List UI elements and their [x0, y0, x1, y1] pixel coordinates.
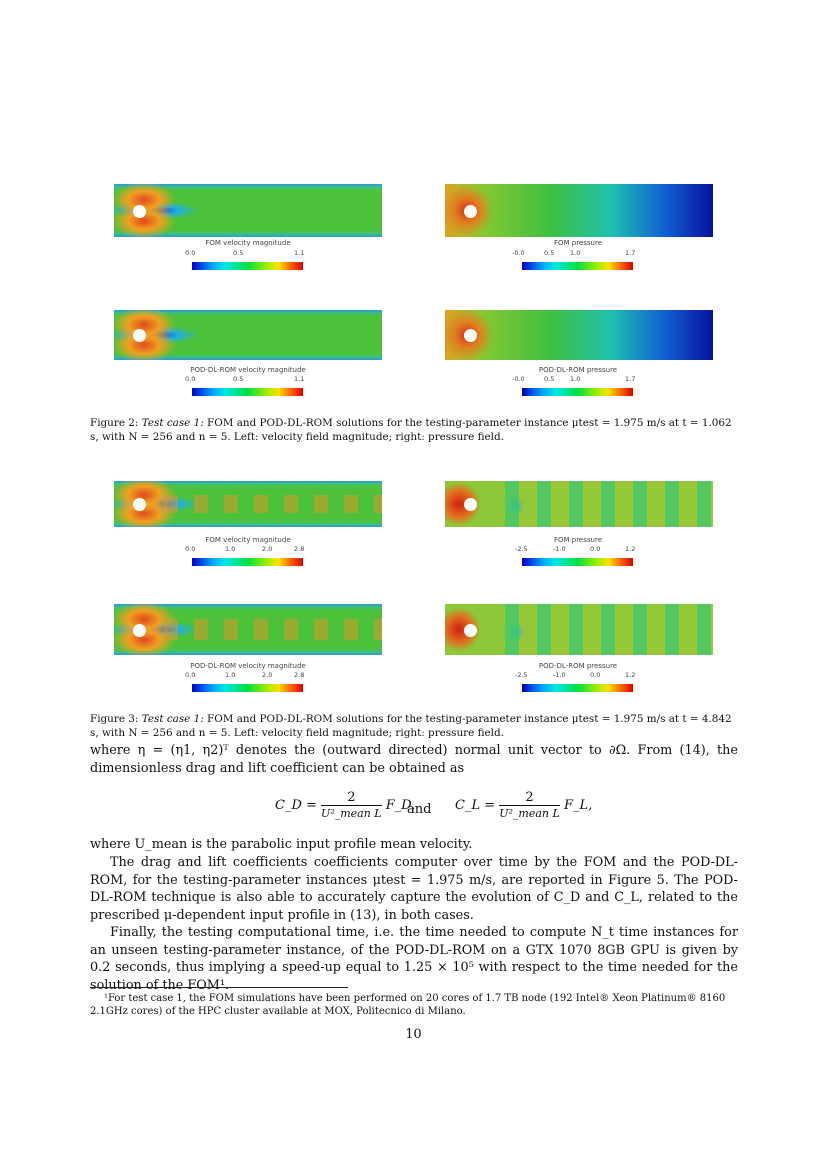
- colorbar-title: FOM velocity magnitude: [205, 239, 291, 247]
- eq-fd: F_D,: [385, 798, 416, 813]
- footnote: ¹For test case 1, the FOM simulations have been performed on 20 cores of 1.7 TB node (192 Intel® Xeon Platinum® 8160 2.1GHz cores) of the HPC cluster available at MOX, Politecnico di Milano.: [90, 993, 726, 1017]
- colorbar-tick: 1.1: [294, 375, 305, 383]
- fraction: [499, 790, 560, 821]
- eq-fl: F_L,: [563, 798, 593, 813]
- colorbar-title: FOM pressure: [553, 239, 603, 247]
- colorbar-tick: -2.5: [515, 545, 528, 553]
- colorbar-tick: -0.0: [512, 249, 525, 257]
- fom-velocity-field: [114, 184, 382, 237]
- colorbar-title: POD-DL-ROM velocity magnitude: [190, 662, 306, 670]
- colorbar-tick: 0.5: [544, 249, 555, 257]
- rom-velocity-field: [114, 604, 382, 655]
- colorbar-tick: 0.0: [185, 545, 196, 553]
- colorbar-tick: 1.7: [625, 249, 636, 257]
- rom-pressure-field: [445, 604, 713, 655]
- colorbar-title: POD-DL-ROM velocity magnitude: [190, 366, 306, 374]
- fom-velocity-field: [114, 481, 382, 527]
- colorbar-tick: -2.5: [515, 671, 528, 679]
- caption-case: Test case 1:: [141, 713, 204, 725]
- colorbar: [192, 262, 303, 270]
- colorbar-tick: -1.0: [553, 545, 566, 553]
- colorbar-tick: 1.0: [225, 545, 236, 553]
- caption-text: FOM and POD-DL-ROM solutions for the testing-parameter instance μtest = 1.975 m/s at t = 4.842 s, with N = 256 and n = 5. Left: velocity field magnitude; right: pressure field.: [90, 713, 732, 739]
- colorbar-tick: 2.0: [262, 671, 273, 679]
- colorbar: [192, 388, 303, 396]
- eq-cd: C_D =: [275, 798, 317, 813]
- colorbar-tick: 1.1: [294, 249, 305, 257]
- caption-label: Figure 2:: [90, 417, 139, 429]
- fom-pressure-field: [445, 481, 713, 527]
- caption-text: FOM and POD-DL-ROM solutions for the testing-parameter instance μtest = 1.975 m/s at t = 1.062 s, with N = 256 and n = 5. Left: velocity field magnitude; right: pressure field.: [90, 417, 732, 443]
- colorbar-title: FOM velocity magnitude: [205, 536, 291, 544]
- fraction: [321, 790, 382, 821]
- colorbar-tick: 2.8: [294, 671, 305, 679]
- colorbar-tick: 2.8: [294, 545, 305, 553]
- colorbar-tick: 1.0: [570, 375, 581, 383]
- caption-label: Figure 3:: [90, 713, 139, 725]
- colorbar: [522, 684, 633, 692]
- colorbar-tick: 1.2: [625, 671, 636, 679]
- colorbar: [522, 262, 633, 270]
- eq-and: and: [407, 802, 432, 817]
- figure-caption: [90, 416, 738, 444]
- colorbar-tick: -1.0: [553, 671, 566, 679]
- colorbar: [522, 388, 633, 396]
- figure-caption: [90, 712, 738, 740]
- colorbar-tick: 2.0: [262, 545, 273, 553]
- footnote-rule: [90, 987, 348, 988]
- colorbar-tick: 0.5: [233, 249, 244, 257]
- colorbar-tick: 0.0: [185, 249, 196, 257]
- colorbar-tick: 0.0: [185, 375, 196, 383]
- paragraph: where η = (η1, η2)ᵀ denotes the (outward directed) normal unit vector to ∂Ω. From (14), the dimensionless drag and lift coefficient can be obtained as: [90, 743, 738, 776]
- colorbar-tick: 0.5: [544, 375, 555, 383]
- eq-cl: C_L =: [455, 798, 496, 813]
- paragraph: Finally, the testing computational time, i.e. the time needed to compute N_t time instances for an unseen testing-parameter instance, of the POD-DL-ROM on a GTX 1070 8GB GPU is given by 0.2 seconds, thus implying a speed-up equal to 1.25 × 10⁵ with respect to the time needed for the solution of the FOM¹.: [90, 925, 738, 993]
- colorbar-title: FOM pressure: [553, 536, 603, 544]
- colorbar-tick: 1.2: [625, 545, 636, 553]
- page-number: 10: [405, 1027, 422, 1042]
- paragraph: The drag and lift coefficients coefficients computer over time by the FOM and the POD-DL-ROM, for the testing-parameter instances μtest = 1.975 m/s, are reported in Figure 5. The POD-DL-ROM technique is also able to accurately capture the evolution of C_D and C_L, related to the prescribed μ-dependent input profile in (13), in both cases.: [90, 855, 738, 923]
- colorbar-tick: 0.0: [185, 671, 196, 679]
- denominator: U²_mean L: [321, 807, 382, 820]
- denominator: U²_mean L: [499, 807, 560, 820]
- colorbar-tick: 1.7: [625, 375, 636, 383]
- colorbar-tick: 1.0: [570, 249, 581, 257]
- colorbar-tick: 0.5: [233, 375, 244, 383]
- colorbar-tick: 0.0: [590, 545, 601, 553]
- colorbar-title: POD-DL-ROM pressure: [538, 366, 618, 374]
- caption-case: Test case 1:: [141, 417, 204, 429]
- colorbar-tick: -0.0: [512, 375, 525, 383]
- paragraph: where U_mean is the parabolic input profile mean velocity.: [90, 837, 473, 852]
- colorbar: [192, 558, 303, 566]
- colorbar-title: POD-DL-ROM pressure: [538, 662, 618, 670]
- fom-pressure-field: [445, 184, 713, 237]
- colorbar: [522, 558, 633, 566]
- rom-pressure-field: [445, 310, 713, 360]
- rom-velocity-field: [114, 310, 382, 360]
- colorbar: [192, 684, 303, 692]
- colorbar-tick: 0.0: [590, 671, 601, 679]
- numerator: 2: [499, 790, 560, 806]
- numerator: 2: [321, 790, 382, 806]
- colorbar-tick: 1.0: [225, 671, 236, 679]
